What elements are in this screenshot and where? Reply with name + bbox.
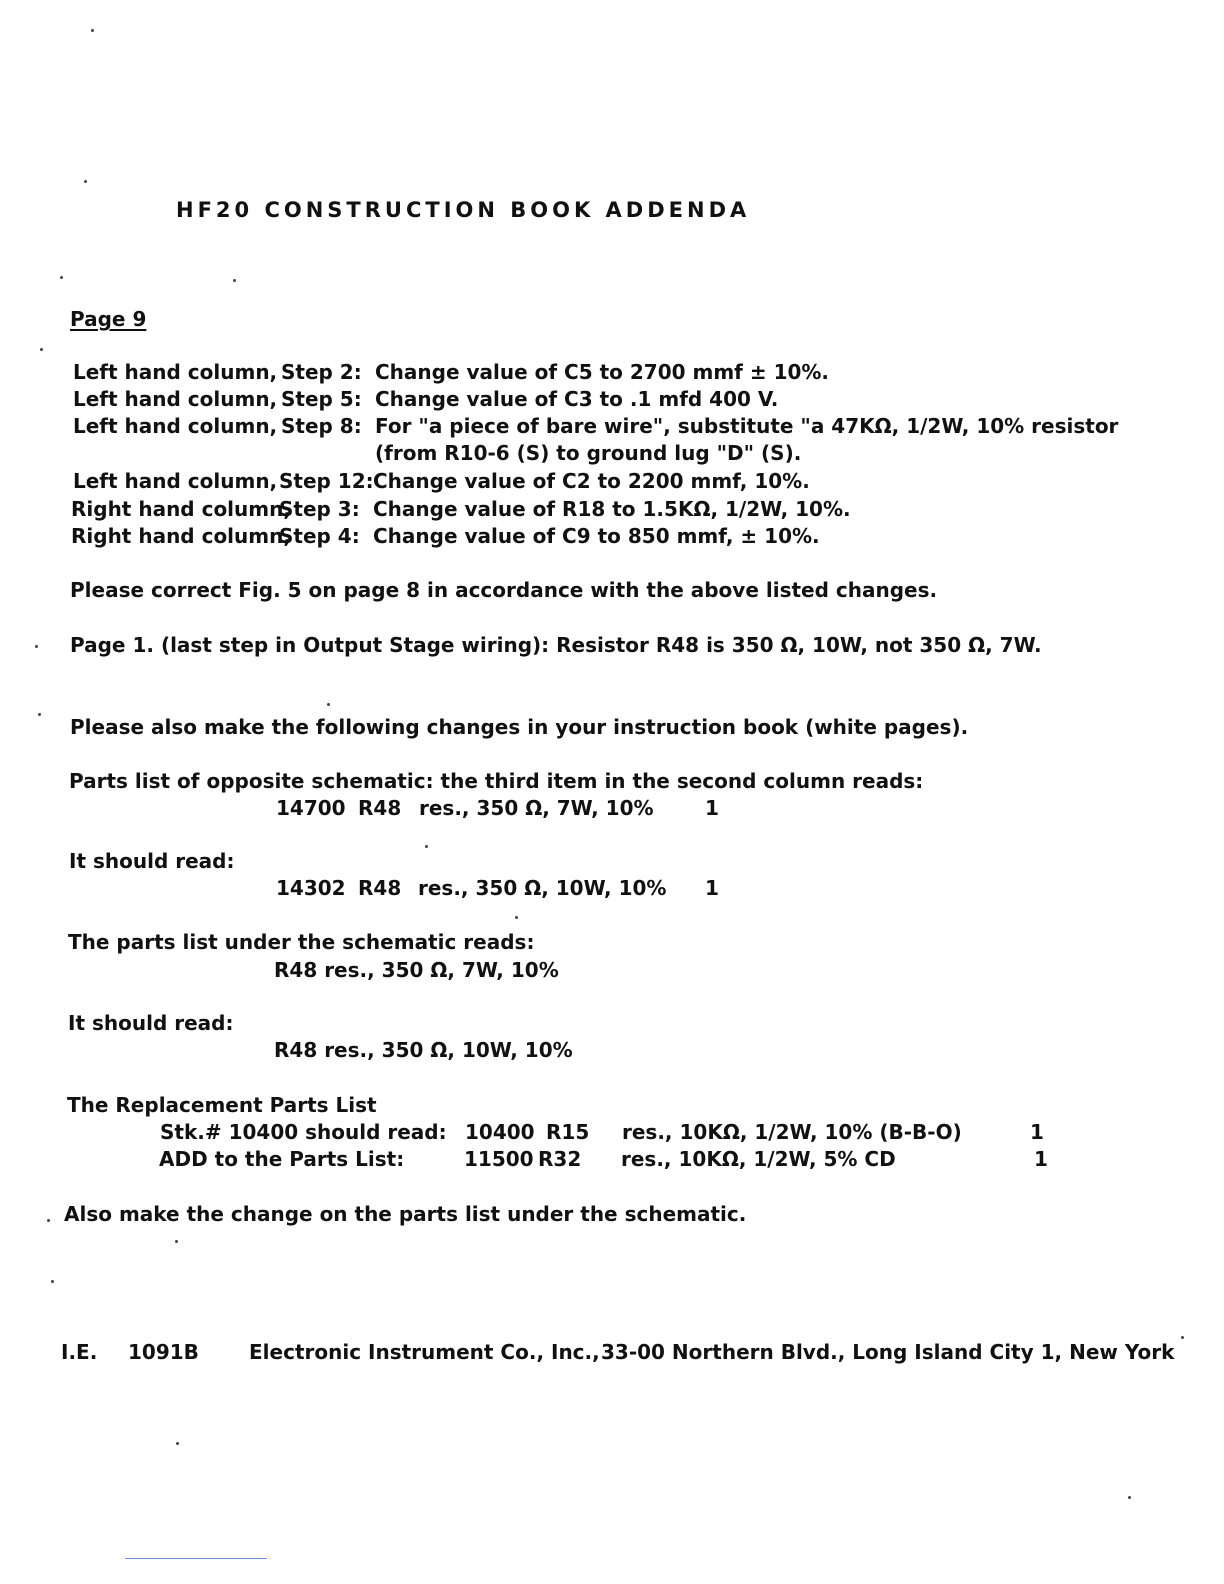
footer-number: 1091B [128,1340,199,1364]
step-number: Step 4: [279,524,360,548]
page1-note: Page 1. (last step in Output Stage wiring): Resistor R48 is 350 Ω, 10W, not 350 Ω, 7W. [70,633,1042,657]
replacement-row-desc: res., 10KΩ, 1/2W, 10% (B-B-O) [622,1120,962,1144]
scan-speck [515,916,518,919]
parts-new-stock: 14302 [276,876,346,900]
scan-speck [175,1240,178,1243]
scan-speck [233,279,236,282]
scan-speck [35,645,38,648]
parts-old-qty: 1 [705,796,719,820]
step-change-text: Change value of C2 to 2200 mmf, 10%. [373,469,810,493]
step-column-label: Left hand column, [73,387,278,411]
step-column-label: Left hand column, [73,469,278,493]
replacement-row-label: Stk.# 10400 should read: [160,1120,447,1144]
parts-old-stock: 14700 [276,796,346,820]
replacement-row-ref: R32 [538,1147,582,1171]
footer-address: 33-00 Northern Blvd., Long Island City 1, New York [601,1340,1175,1364]
replacement-row-stock: 10400 [465,1120,535,1144]
step-change-text: Change value of C3 to .1 mfd 400 V. [375,387,779,411]
parts-new-desc: res., 350 Ω, 10W, 10% [418,876,667,900]
step-number: Step 12: [279,469,374,493]
step-change-text: Change value of C9 to 850 mmf, ± 10%. [373,524,820,548]
parts-old-ref: R48 [358,796,402,820]
should-read-label: It should read: [68,1011,234,1035]
parts-list-intro: Parts list of opposite schematic: the third item in the second column reads: [69,769,924,793]
scan-speck [425,845,428,848]
replacement-row-stock: 11500 [464,1147,534,1171]
step-number: Step 2: [281,360,362,384]
under-schematic-old: R48 res., 350 Ω, 7W, 10% [274,958,559,982]
replacement-heading: The Replacement Parts List [67,1093,377,1117]
footer-company: Electronic Instrument Co., Inc., [249,1340,600,1364]
parts-new-ref: R48 [358,876,402,900]
page9-heading: Page 9 [70,307,147,331]
step-change-text-continued: (from R10-6 (S) to ground lug "D" (S). [375,441,802,465]
footer-code: I.E. [61,1340,98,1364]
replacement-row-qty: 1 [1034,1147,1048,1171]
step-change-text: Change value of C5 to 2700 mmf ± 10%. [375,360,830,384]
scan-speck [60,276,63,279]
also-make-note: Also make the change on the parts list under the schematic. [64,1202,747,1226]
scan-speck [327,703,330,706]
scan-speck [38,713,41,716]
replacement-row-label: ADD to the Parts List: [159,1147,405,1171]
step-number: Step 8: [281,414,362,438]
scan-speck [84,180,87,183]
replacement-row-desc: res., 10KΩ, 1/2W, 5% CD [621,1147,896,1171]
document-title: HF20 CONSTRUCTION BOOK ADDENDA [176,198,751,222]
scan-speck [91,29,94,32]
also-changes-note: Please also make the following changes in your instruction book (white pages). [70,715,969,739]
parts-new-qty: 1 [705,876,719,900]
step-column-label: Left hand column, [73,414,278,438]
scan-speck [176,1442,179,1445]
step-column-label: Left hand column, [73,360,278,384]
step-change-text: For "a piece of bare wire", substitute "a 47KΩ, 1/2W, 10% resistor [375,414,1119,438]
replacement-row-ref: R15 [546,1120,590,1144]
scan-speck [1181,1336,1184,1339]
under-schematic-new: R48 res., 350 Ω, 10W, 10% [274,1038,573,1062]
under-schematic-intro: The parts list under the schematic reads: [68,930,535,954]
scan-speck [1128,1496,1131,1499]
step-number: Step 5: [281,387,362,411]
step-column-label: Right hand column, [71,524,291,548]
step-change-text: Change value of R18 to 1.5KΩ, 1/2W, 10%. [373,497,851,521]
scan-edge-line [125,1558,267,1559]
scan-speck [47,1219,50,1222]
step-number: Step 3: [279,497,360,521]
correct-fig-note: Please correct Fig. 5 on page 8 in accordance with the above listed changes. [70,578,938,602]
parts-old-desc: res., 350 Ω, 7W, 10% [419,796,654,820]
step-column-label: Right hand column, [71,497,291,521]
scan-speck [40,348,43,351]
should-read-label: It should read: [69,849,235,873]
scan-speck [51,1280,54,1283]
replacement-row-qty: 1 [1030,1120,1044,1144]
